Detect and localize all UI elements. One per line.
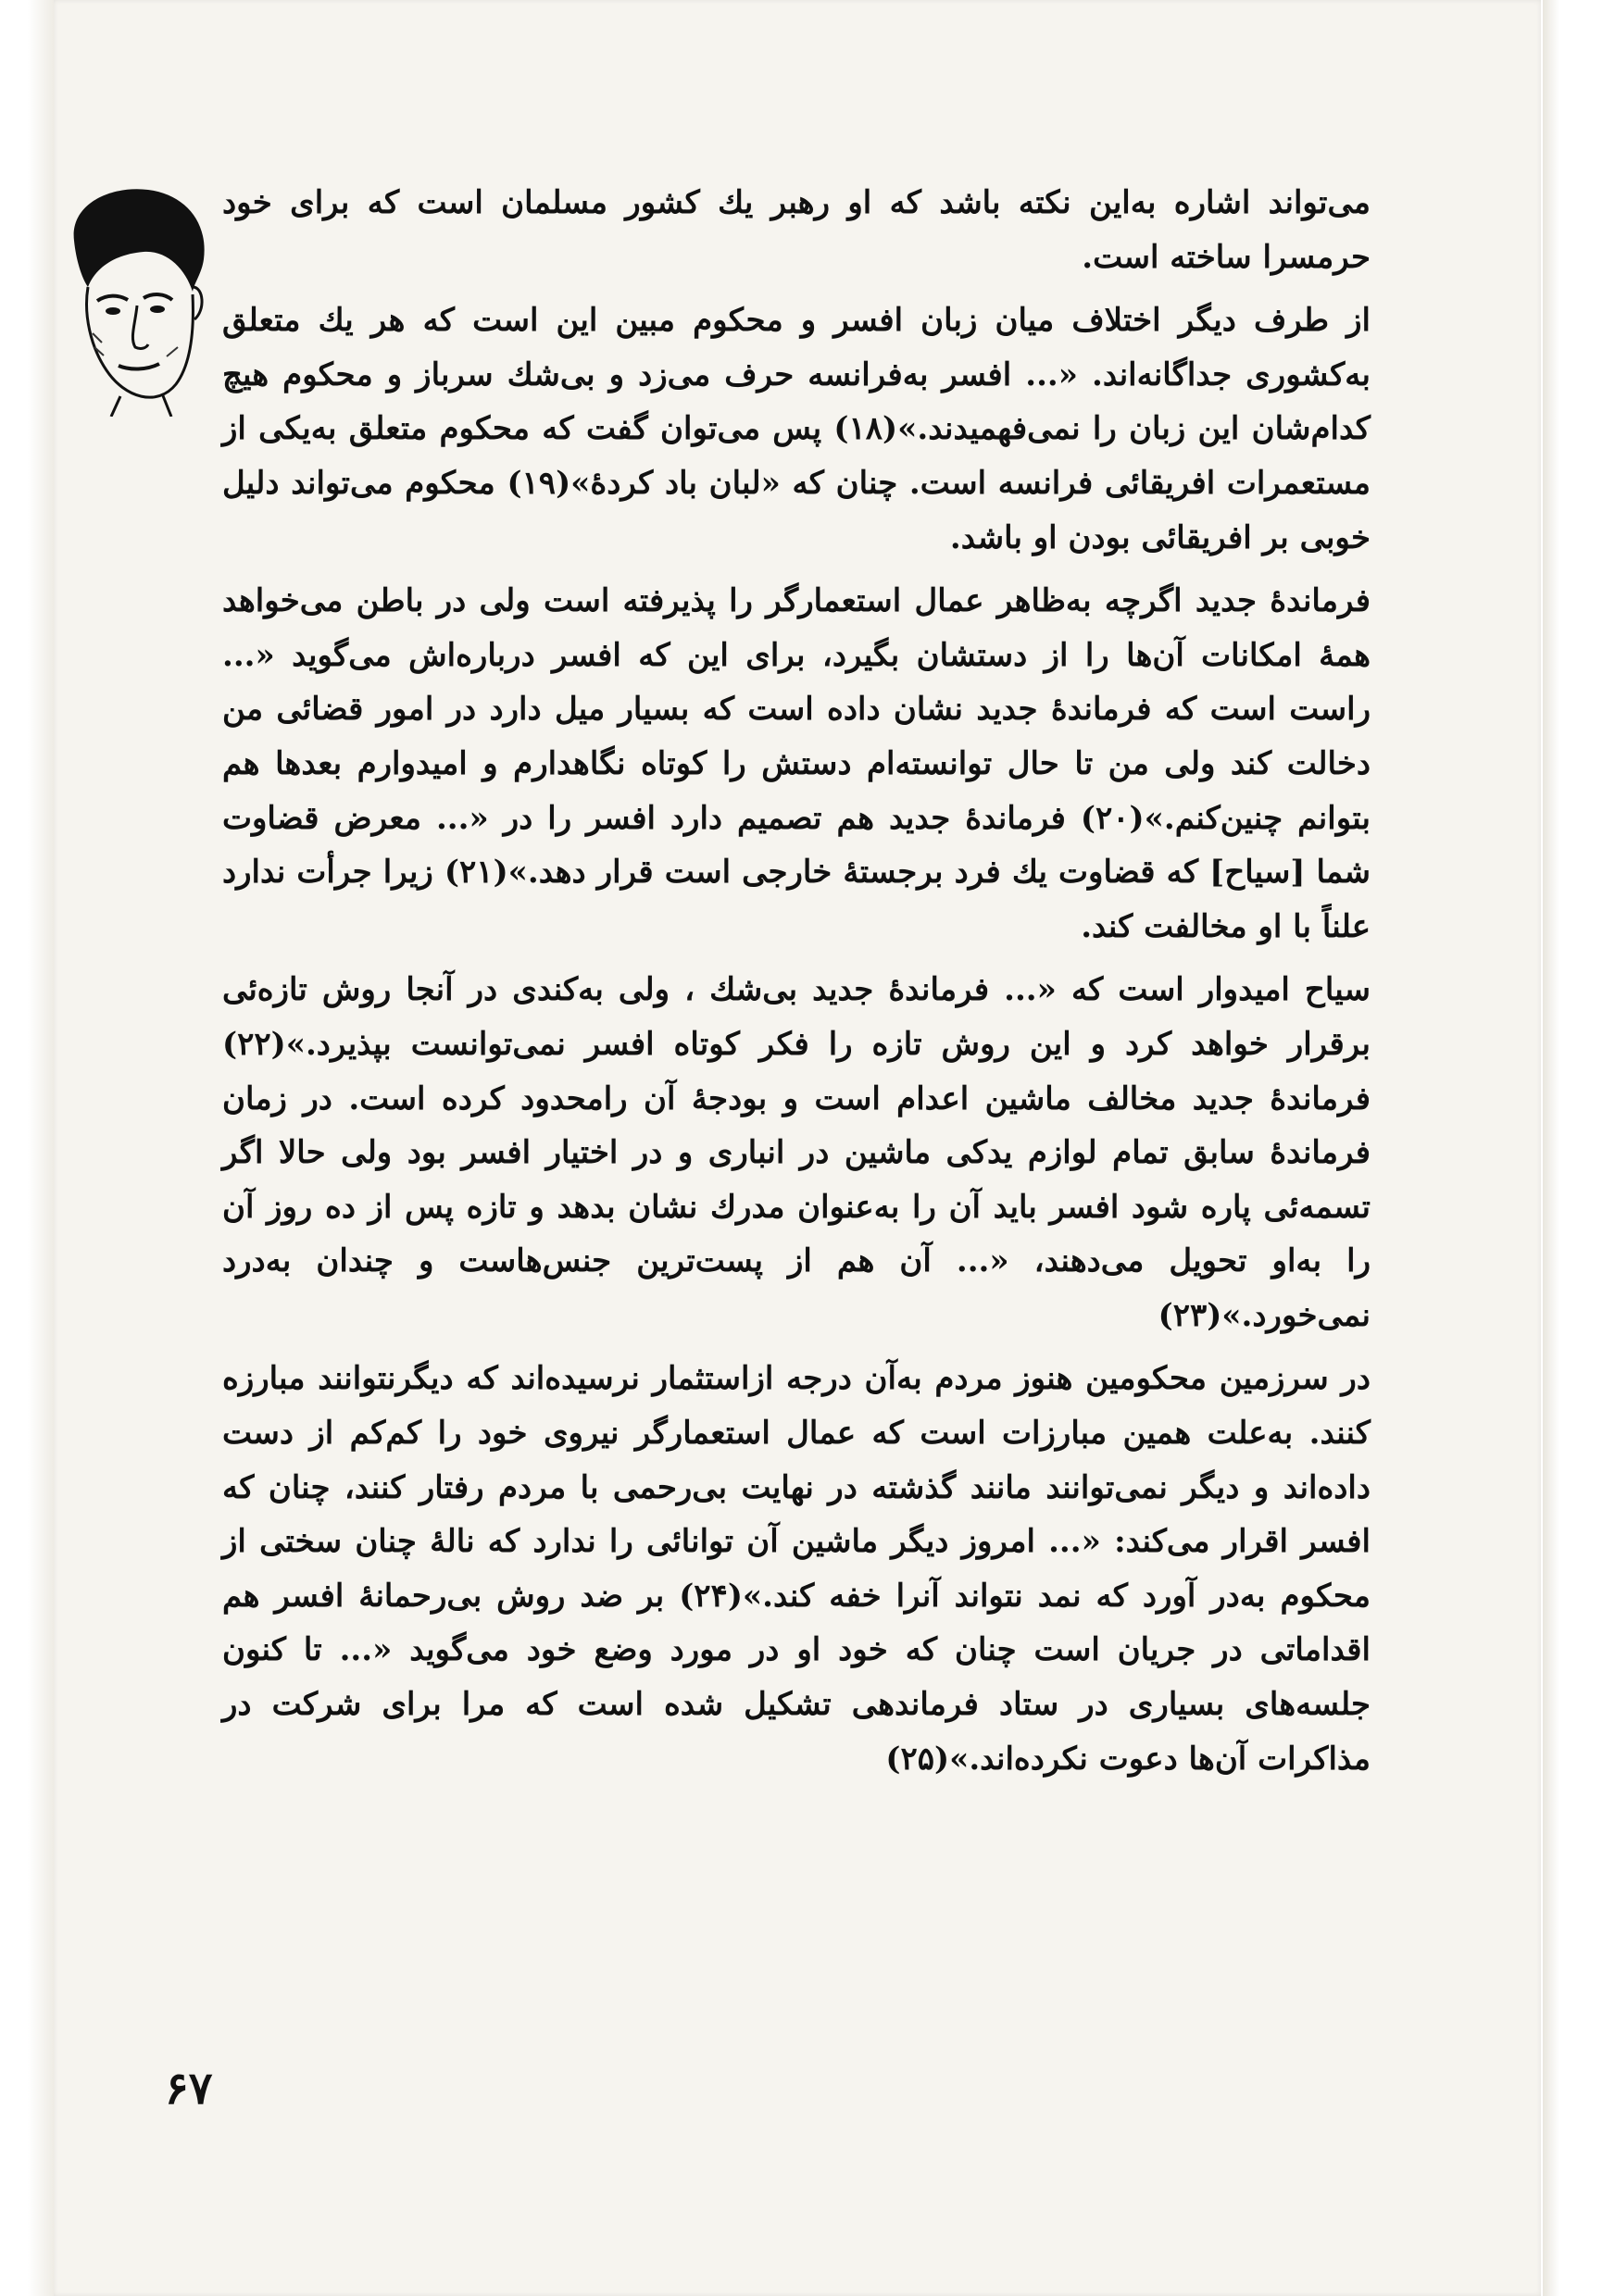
paragraph-4: سیاح امیدوار است که «... فرماندهٔ جدید بی‌شك ، ولی به‌کندی در آنجا روش تازه‌ئی برقرار خواهد کرد و این روش تازه را فکر کوتاه افسر نمی‌توانست بپذیرد.»(۲۲) فرماندهٔ جدید مخالف ماشین اعدام است و بودجهٔ آن رامحدود کرده است. در زمان فرماندهٔ سابق تمام لوازم یدکی ماشین در انباری و در اختیار افسر بود ولی حالا اگر تسمه‌ئی پاره شود افسر باید آن را به‌عنوان مدرك نشان بدهد و تازه پس از ده روز آن را به‌او تحویل می‌دهند، «... آن هم از پست‌ترین جنس‌هاست و چندان به‌درد نمی‌خورد.»(۲۳) [222,971,1371,1334]
page-right-edge [1543,0,1559,2296]
paragraph-3: فرماندهٔ جدید اگرچه به‌ظاهر عمال استعمارگر را پذیرفته است ولی در باطن می‌خواهد همهٔ امکانات آن‌ها را از دستشان بگیرد، برای این که افسر درباره‌اش می‌گوید «... راست است که فرماندهٔ جدید نشان داده است که بسیار میل دارد در امور قضائی من دخالت کند ولی من تا حال توانسته‌ام دستش را کوتاه نگاهدارم و امیدوارم بعدها هم بتوانم چنین‌کنم.»(۲۰) فرماندهٔ جدید هم تصمیم دارد افسر را در «... معرض قضاوت شما [سیاح] که قضاوت یك فرد برجستهٔ خارجی است قرار دهد.»(۲۱) زیرا جرأت ندارد علناً با او مخالفت کند. [222,582,1371,945]
face-sketch-icon [56,185,208,417]
paragraph-5: در سرزمین محکومین هنوز مردم به‌آن درجه ازاستثمار نرسیده‌اند که دیگرنتوانند مبارزه کنند. به‌علت همین مبارزات است که عمال استعمارگر نیروی خود را کم‌کم از دست داده‌اند و دیگر نمی‌توانند مانند گذشته در نهایت بی‌رحمی با مردم رفتار کنند، چنان که افسر اقرار می‌کند: «... امروز دیگر ماشین آن توانائی را ندارد که نالهٔ چنان سختی از محکوم به‌در آورد که نمد نتواند آنرا خفه کند.»(۲۴) بر ضد روش بی‌رحمانهٔ افسر هم اقداماتی در جریان است چنان که خود او در مورد وضع خود می‌گوید «... تا کنون جلسه‌های بسیاری در ستاد فرماندهی تشکیل شده است که مرا برای شرکت در مذاکرات آن‌ها دعوت نکرده‌اند.»(۲۵) [222,1360,1371,1778]
paragraph-2: از طرف دیگر اختلاف میان زبان افسر و محکوم مبین این است که هر یك متعلق به‌کشوری جداگانه‌اند. «... افسر به‌فرانسه حرف می‌زد و بی‌شك سرباز و محکوم هیچ کدام‌شان این زبان را نمی‌فهمیدند.»(۱۸) پس می‌توان گفت که محکوم متعلق به‌یکی از مستعمرات افریقائی فرانسه است. چنان که «لبان باد کردهٔ»(۱۹) محکوم می‌تواند دلیل خوبی بر افریقائی بودن او باشد. [222,302,1371,556]
body-text [222,176,1371,1795]
page-number: ۶۷ [165,2063,213,2115]
paragraph-1: می‌تواند اشاره به‌این نکته باشد که او رهبر یك کشور مسلمان است که برای خود حرمسرا ساخته است. [222,184,1371,276]
